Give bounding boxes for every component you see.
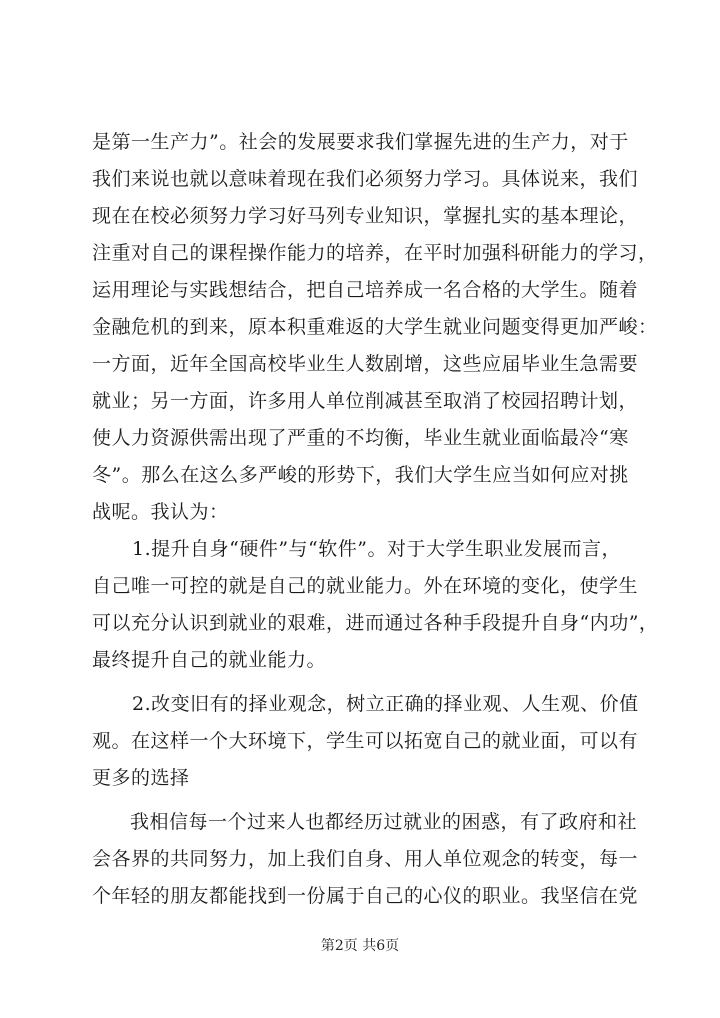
paragraph-gap xyxy=(92,679,630,686)
text-line: 注重对自己的课程操作能力的培养，在平时加强科研能力的学习， xyxy=(92,242,658,264)
text-line: 金融危机的到来，原本积重难返的大学生就业问题变得更加严峻： xyxy=(92,316,658,338)
text-line: 我们来说也就以意味着现在我们必须努力学习。具体说来，我们 xyxy=(92,168,639,190)
list-item-1-line: 自己唯一可控的就是自己的就业能力。外在环境的变化，使学生 xyxy=(92,575,639,597)
text-line: 是第一生产力”。社会的发展要求我们掌握先进的生产力，对于 xyxy=(92,131,629,153)
list-item-1-line: 可以充分认识到就业的艰难，进而通过各种手段提升自身“内功”， xyxy=(92,612,659,634)
closing-paragraph-line: 我相信每一个过来人也都经历过就业的困惑，有了政府和社 xyxy=(130,811,638,833)
list-item-2-line: 更多的选择 xyxy=(92,767,190,789)
list-item-2-line: 2.改变旧有的择业观念，树立正确的择业观、人生观、价值 xyxy=(132,693,639,715)
text-line: 战呢。我认为： xyxy=(92,501,229,523)
text-line: 就业；另一方面，许多用人单位削减甚至取消了校园招聘计划， xyxy=(92,390,639,412)
text-line: 现在在校必须努力学习好马列专业知识，掌握扎实的基本理论， xyxy=(92,205,639,227)
text-line: 使人力资源供需出现了严重的不均衡，毕业生就业面临最冷“寒 xyxy=(92,427,629,449)
text-line: 冬”。那么在这么多严峻的形势下，我们大学生应当如何应对挑 xyxy=(92,464,629,486)
list-item-1-line: 最终提升自己的就业能力。 xyxy=(92,649,327,671)
list-item-2-line: 观。在这样一个大环境下，学生可以拓宽自己的就业面，可以有 xyxy=(92,730,639,752)
page-footer: 第2页 共6页 xyxy=(320,938,400,954)
text-line: 一方面，近年全国高校毕业生人数剧增，这些应届毕业生急需要 xyxy=(92,353,639,375)
list-item-1-line: 1.提升自身“硬件”与“软件”。对于大学生职业发展而言， xyxy=(132,538,621,560)
closing-paragraph-line: 会各界的共同努力，加上我们自身、用人单位观念的转变，每一 xyxy=(92,848,639,870)
text-line: 运用理论与实践想结合，把自己培养成一名合格的大学生。随着 xyxy=(92,279,639,301)
document-body xyxy=(92,124,659,915)
paragraph-gap xyxy=(92,797,630,804)
closing-paragraph-line: 个年轻的朋友都能找到一份属于自己的心仪的职业。我坚信在党 xyxy=(92,885,639,907)
